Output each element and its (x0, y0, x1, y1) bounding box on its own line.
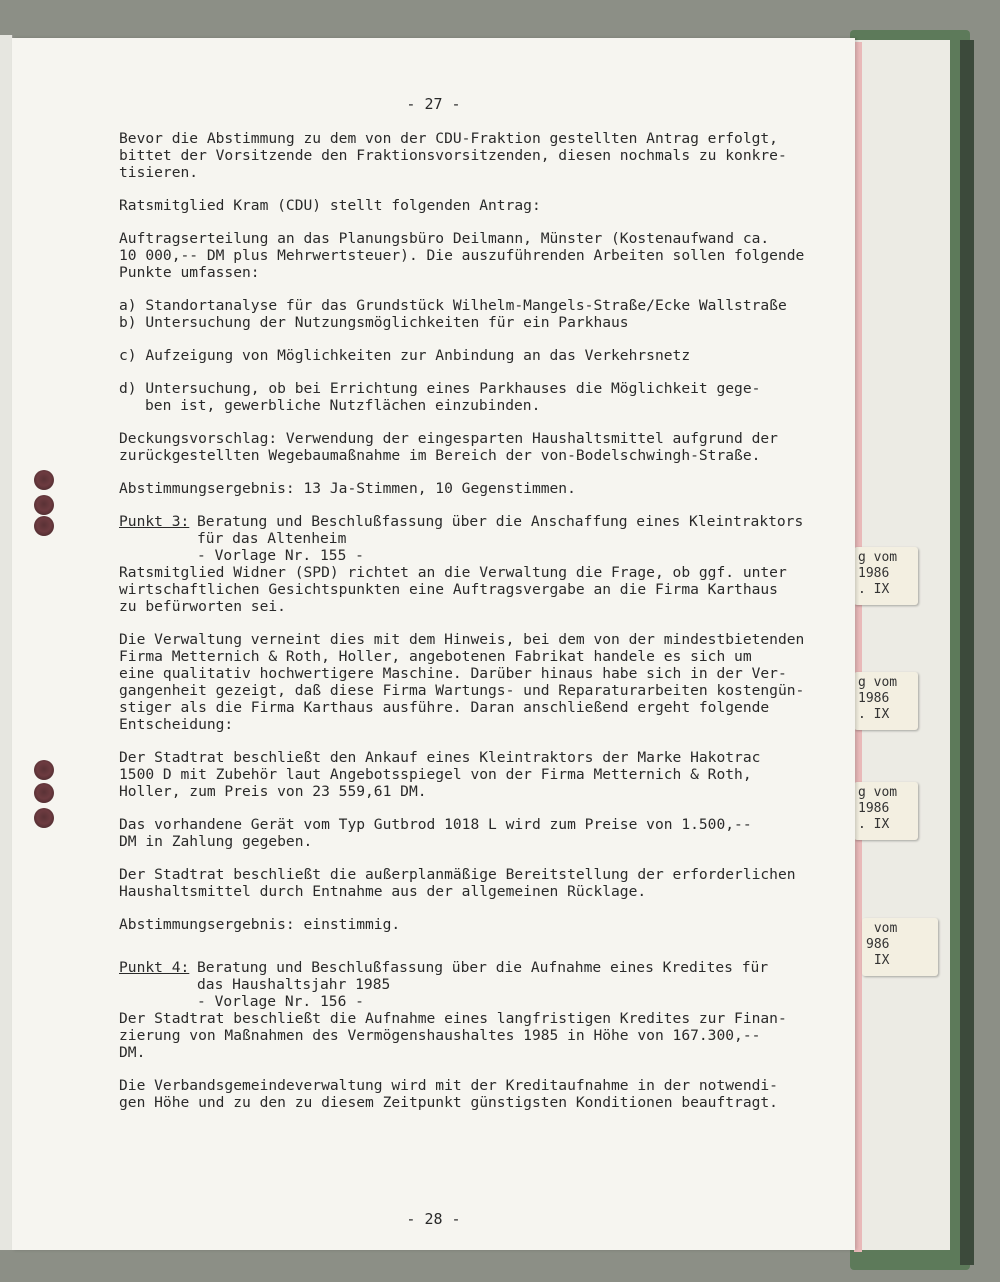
text-line: wirtschaftlichen Gesichtspunkten eine Auftragsvergabe an die Firma Karthaus (119, 581, 778, 598)
tab-line: g vom (858, 675, 898, 690)
agenda-item-label: Punkt 4: (119, 959, 190, 976)
paragraph-intro (119, 130, 819, 181)
text-line: für das Altenheim (197, 530, 347, 547)
paragraph-bereitstellung (119, 866, 819, 900)
document-page (12, 38, 855, 1250)
text-line: Haushaltsmittel durch Entnahme aus der allgemeinen Rücklage. (119, 883, 647, 900)
punch-hole (34, 470, 54, 490)
tab-line: g vom (858, 785, 898, 800)
page-footer-number: - 28 - (406, 1210, 461, 1228)
tab-line: . IX (858, 582, 890, 597)
text-line: Auftragserteilung an das Planungsbüro Deilmann, Münster (Kostenaufwand ca. (119, 230, 770, 247)
text-line: Die Verbandsgemeindeverwaltung wird mit der Kreditaufnahme in der notwendi- (119, 1077, 778, 1094)
index-tab (854, 547, 918, 605)
text-line: - Vorlage Nr. 156 - (197, 993, 364, 1010)
text-line: stiger als die Firma Karthaus ausführe. Daran anschließend ergeht folgende (119, 699, 770, 716)
index-tab (862, 918, 938, 976)
agenda-item-3 (119, 513, 819, 564)
page-edge-strip (854, 42, 862, 1252)
text-line: das Haushaltsjahr 1985 (197, 976, 391, 993)
text-line: Abstimmungsergebnis: einstimmig. (119, 916, 401, 933)
tab-line: 986 (866, 937, 890, 952)
list-item-d (119, 380, 819, 414)
text-line: zurückgestellten Wegebaumaßnahme im Bereich der von-Bodelschwingh-Straße. (119, 447, 761, 464)
text-line: Beratung und Beschlußfassung über die Anschaffung eines Kleintraktors (197, 513, 804, 530)
punch-hole (34, 495, 54, 515)
text-line: DM in Zahlung gegeben. (119, 833, 313, 850)
text-line: bittet der Vorsitzende den Fraktionsvorsitzenden, diesen nochmals zu konkre- (119, 147, 787, 164)
tab-line: . IX (858, 817, 890, 832)
text-line: - Vorlage Nr. 155 - (197, 547, 364, 564)
list-item: a) Standortanalyse für das Grundstück Wilhelm-Mangels-Straße/Ecke Wallstraße (119, 297, 787, 314)
text-line: Punkte umfassen: (119, 264, 260, 281)
text-line: Beratung und Beschlußfassung über die Aufnahme eines Kredites für (197, 959, 769, 976)
text-line: Das vorhandene Gerät vom Typ Gutbrod 1018 L wird zum Preise von 1.500,-- (119, 816, 752, 833)
text-line: Ratsmitglied Kram (CDU) stellt folgenden Antrag: (119, 197, 541, 214)
binder-edge (960, 40, 974, 1265)
paragraph-kram (119, 197, 819, 214)
paragraph-verwaltung (119, 631, 819, 733)
document-body (119, 130, 819, 1119)
text-line: gen Höhe und zu den zu diesem Zeitpunkt günstigsten Konditionen beauftragt. (119, 1094, 778, 1111)
text-line: Firma Metternich & Roth, Holler, angebotenen Fabrikat handele es sich um (119, 648, 752, 665)
tab-line: g vom (858, 550, 898, 565)
agenda-item-4 (119, 959, 819, 1010)
paragraph-verbandsgemeinde (119, 1077, 819, 1111)
tab-line: 1986 (858, 691, 890, 706)
text-line: 10 000,-- DM plus Mehrwertsteuer). Die auszuführenden Arbeiten sollen folgende (119, 247, 805, 264)
text-line: eine qualitativ hochwertigere Maschine. Darüber hinaus habe sich in der Ver- (119, 665, 787, 682)
tab-line: . IX (858, 707, 890, 722)
index-tab (854, 672, 918, 730)
agenda-item-title (197, 959, 768, 1010)
text-line: 1500 D mit Zubehör laut Angebotsspiegel von der Firma Metternich & Roth, (119, 766, 752, 783)
text-line: Deckungsvorschlag: Verwendung der eingesparten Haushaltsmittel aufgrund der (119, 430, 778, 447)
text-line: gangenheit gezeigt, daß diese Firma Wartungs- und Reparaturarbeiten kostengün- (119, 682, 805, 699)
text-line: DM. (119, 1044, 146, 1061)
punch-hole (34, 808, 54, 828)
paragraph-widner (119, 564, 819, 615)
agenda-item-title (197, 513, 803, 564)
text-line: Ratsmitglied Widner (SPD) richtet an die Verwaltung die Frage, ob ggf. unter (119, 564, 787, 581)
list-item: b) Untersuchung der Nutzungsmöglichkeiten für ein Parkhaus (119, 314, 629, 331)
list-item-c (119, 347, 819, 364)
tab-line: 1986 (858, 801, 890, 816)
punch-hole (34, 516, 54, 536)
index-tab (854, 782, 918, 840)
text-line: Der Stadtrat beschließt den Ankauf eines Kleintraktors der Marke Hakotrac (119, 749, 761, 766)
paragraph-auftrag (119, 230, 819, 281)
punch-hole (34, 760, 54, 780)
list-item: c) Aufzeigung von Möglichkeiten zur Anbindung an das Verkehrsnetz (119, 347, 691, 364)
list-items-a-b (119, 297, 819, 331)
tab-line: vom (866, 921, 898, 936)
punch-hole (34, 783, 54, 803)
tab-line: 1986 (858, 566, 890, 581)
paragraph-kredit (119, 1010, 819, 1061)
text-line: tisieren. (119, 164, 199, 181)
text-line: Die Verwaltung verneint dies mit dem Hinweis, bei dem von der mindestbietenden (119, 631, 805, 648)
text-line: Bevor die Abstimmung zu dem von der CDU-Fraktion gestellten Antrag erfolgt, (119, 130, 778, 147)
agenda-item-label: Punkt 3: (119, 513, 190, 530)
text-line: zu befürworten sei. (119, 598, 286, 615)
tab-line: IX (866, 953, 890, 968)
text-line: Holler, zum Preis von 23 559,61 DM. (119, 783, 427, 800)
text-line: Der Stadtrat beschließt die außerplanmäßige Bereitstellung der erforderlichen (119, 866, 796, 883)
list-item-continuation: ben ist, gewerbliche Nutzflächen einzubinden. (145, 397, 541, 414)
list-item: d) Untersuchung, ob bei Errichtung eines Parkhauses die Möglichkeit gege- (119, 380, 761, 397)
voting-result-2 (119, 916, 819, 933)
paragraph-ankauf (119, 749, 819, 800)
paragraph-geraet (119, 816, 819, 850)
voting-result-1 (119, 480, 819, 497)
page-header-number: - 27 - (406, 95, 461, 113)
text-line: zierung von Maßnahmen des Vermögenshaushaltes 1985 in Höhe von 167.300,-- (119, 1027, 761, 1044)
text-line: Abstimmungsergebnis: 13 Ja-Stimmen, 10 Gegenstimmen. (119, 480, 576, 497)
text-line: Entscheidung: (119, 716, 234, 733)
paragraph-deckungsvorschlag (119, 430, 819, 464)
text-line: Der Stadtrat beschließt die Aufnahme eines langfristigen Kredites zur Finan- (119, 1010, 787, 1027)
